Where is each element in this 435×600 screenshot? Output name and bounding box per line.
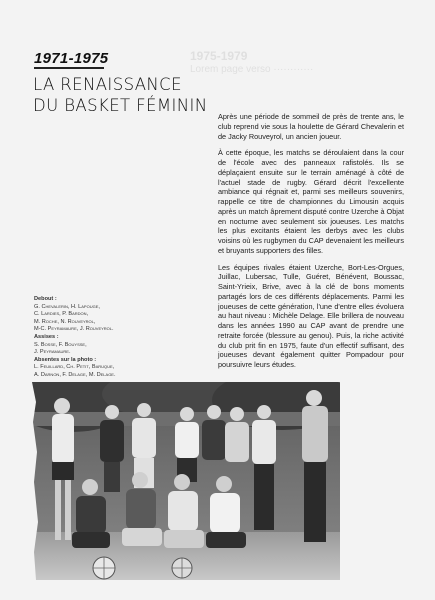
paragraph: Les équipes rivales étaient Uzerche, Bort-Les-Orgues, Juillac, Lubersac, Tulle, Guéret, Bénévent, Boussac, Saint-Yrieix, Brive, avec à la clé de bons moments partagés lors de ces différents déplacements. Parmi les joueuses de cette génération, l'une d'entre elles évoluera au haut niveau : Michèle Delage. Elle brillera de nouveau dans les années 1990 au CAP avant de prendre une retraite forcée (blessure au genou). Puis, la riche activité du club prit fin en 1975, faute d'un effectif suffisant, des joueuses devant également quitter Pompadour pour poursuivre leurs études. xyxy=(218,262,404,369)
title-line-2: DU BASKET FÉMININ xyxy=(33,96,208,115)
section-years: 1971-1975 xyxy=(34,50,109,67)
caption-line: J. Peyramaure. xyxy=(34,349,71,356)
years-underline xyxy=(34,67,104,69)
photo-caption xyxy=(34,296,184,380)
caption-seated-heading: Assises : xyxy=(34,333,59,340)
caption-line: C. Lardies, P. Bardon, xyxy=(34,311,89,318)
article-body xyxy=(218,112,404,377)
paragraph: À cette époque, les matchs se déroulaient dans la cour de l'école avec des panneaux rafistolés. Ils se déplaçaient ensuite sur le terrain aménagé à côté de l'actuel stade de rugby. Gérard décrit l'excellente ambiance qui régnait et, parmi ses meilleurs souvenirs, rappelle ce titre de championnes du Limousin acquis après un match âprement disputé contre Uzerche à Objat en nocturne avec seulement six joueuses. Les matchs les plus excitants étaient les derbys avec les clubs voisins où les rugbymen du CAP devenaient les meilleurs et bruyants supporters des filles. xyxy=(218,148,404,255)
caption-line: S. Bosse, F. Bouysse, xyxy=(34,341,87,348)
caption-line: M. Roche, N. Rouveyrol, xyxy=(34,318,96,325)
caption-standing-heading: Debout : xyxy=(34,296,57,302)
caption-line: A. Darnon, F. Delage, M. Delage. xyxy=(34,371,116,378)
paragraph: Après une période de sommeil de près de trente ans, le club reprend vie sous la houlette de Gérard Chevalerin et de Jacky Rouveyrol, un ancien joueur. xyxy=(218,112,404,141)
team-photo-illustration xyxy=(32,382,340,580)
team-photo xyxy=(32,382,340,580)
title-line-1: LA RENAISSANCE xyxy=(33,75,182,94)
caption-absent-heading: Absentes sur la photo : xyxy=(34,356,97,363)
caption-line: G. Chevalerin, H. Lapouge, xyxy=(34,303,100,310)
caption-line: M-C. Peyramaure, J. Rouveyrol. xyxy=(34,326,114,333)
caption-line: L. Feuillard, Ch. Petit, Baruque, xyxy=(34,364,115,371)
page-title xyxy=(33,74,208,116)
show-through-text: 1975-1979 Lorem page verso ············ xyxy=(190,50,314,75)
